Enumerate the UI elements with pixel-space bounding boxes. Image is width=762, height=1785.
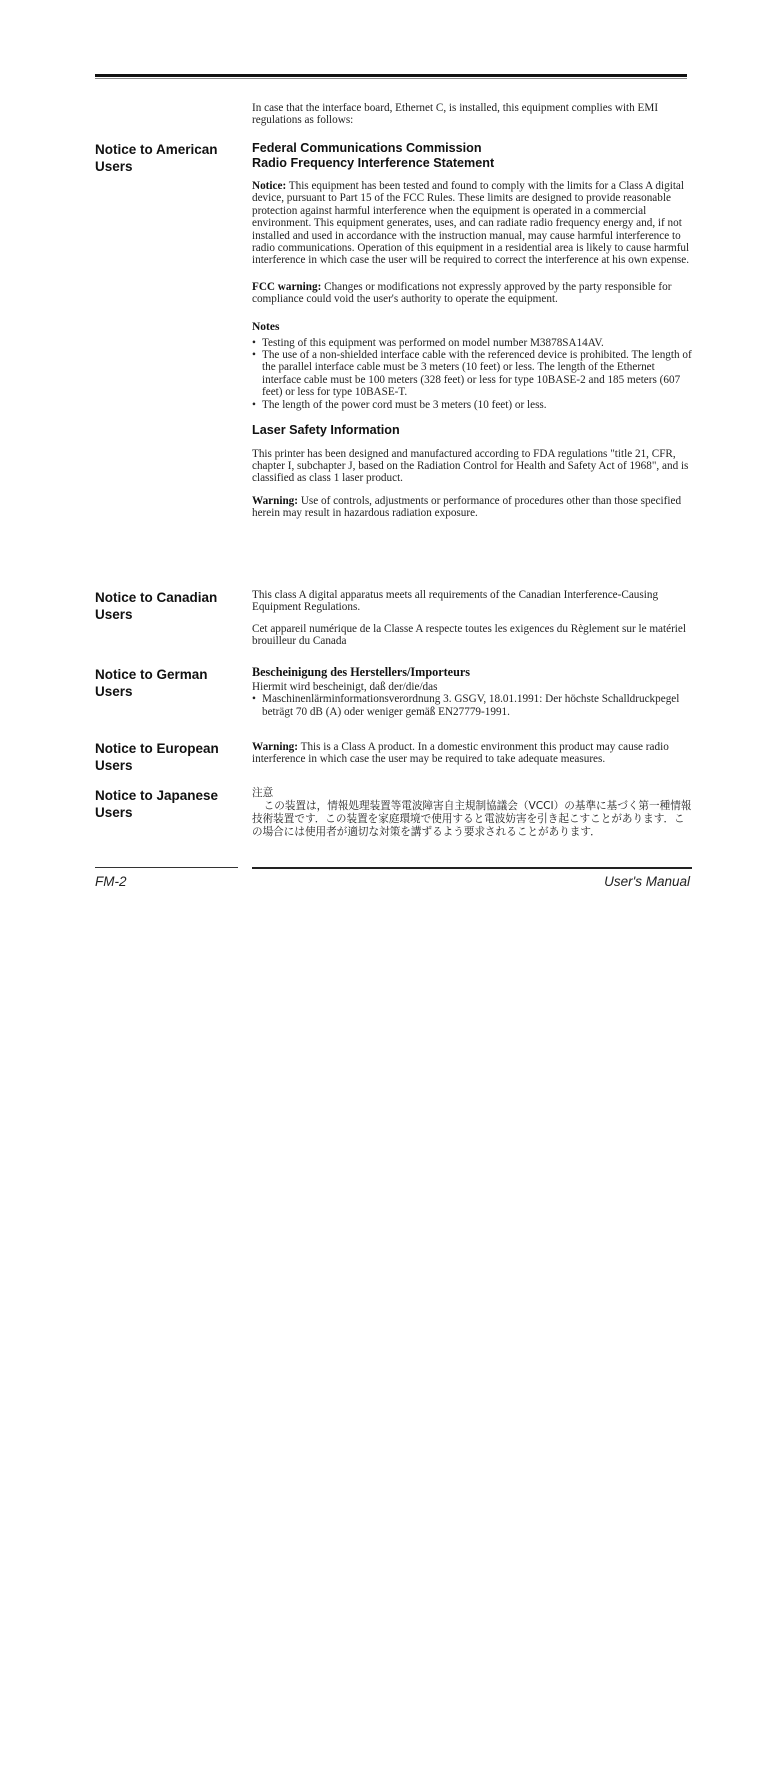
notice-german-label: Notice to German Users: [95, 667, 208, 699]
notice-canadian-label: Notice to Canadian Users: [95, 590, 218, 622]
footer-page-number: FM-2: [95, 874, 127, 889]
canadian-french-text: Cet appareil numérique de la Classe A respecte toutes les exigences du Règlement sur le matériel brouilleur du Canada: [252, 622, 686, 648]
european-section: [252, 741, 692, 766]
laser-warning-paragraph: [252, 495, 692, 520]
german-list: [252, 693, 692, 718]
top-rule: [95, 74, 687, 77]
german-bullet: • Maschinenlärminformationsverordnung 3. GSGV, 18.01.1991: Der höchste Schalldruckpegel beträgt 70 dB (A) oder weniger gemäß EN27779-1991.: [252, 693, 692, 718]
laser-heading: Laser Safety Information: [252, 423, 400, 438]
fcc-heading-line1: Federal Communications Commission: [252, 141, 482, 155]
japanese-text: この装置は，情報処理装置等電波障害自主規制協議会（VCCI）の基準に基づく第一種情報技術装置です．この装置を家庭環境で使用すると電波妨害を引き起こすことがあります．この場合には使用者が適切な対策を講ずるよう要求されることがあります．: [252, 800, 692, 838]
fcc-warning-lead: FCC warning:: [252, 280, 322, 293]
laser-warning-text: Use of controls, adjustments or performance of procedures other than those specified herein may result in hazardous radiation exposure.: [252, 494, 682, 520]
fcc-notice-lead: Notice:: [252, 180, 287, 192]
fcc-warning-text: Changes or modifications not expressly approved by the party responsible for compliance could void the user's authority to operate the equipment.: [252, 280, 672, 306]
notes-list: [252, 337, 692, 411]
german-line: Hiermit wird bescheinigt, daß der/die/das: [252, 681, 438, 693]
laser-warning-lead: Warning:: [252, 494, 299, 507]
german-heading: Bescheinigung des Herstellers/Importeurs: [252, 665, 471, 679]
note-item: • The use of a non-shielded interface cable with the referenced device is prohibited. The length of the parallel interface cable must be 3 meters (10 feet) or less. The length of the Ethernet interface cable must be 100 meters (328 feet) or less for type 10BASE-2 and 185 meters (607 feet) or less for type 10BASE-T.: [252, 349, 692, 399]
japanese-section: [252, 787, 692, 839]
intro-paragraph: In case that the interface board, Ethernet C, is installed, this equipment complies with EMI regulations as follows:: [252, 102, 659, 127]
bottom-rule-right: [252, 867, 692, 869]
top-rule-thin: [95, 78, 687, 79]
notice-american-label: Notice to American Users: [95, 142, 218, 174]
notes-heading: Notes: [252, 320, 280, 333]
european-warning-text: This is a Class A product. In a domestic environment this product may cause radio interference in which case the user may be required to take adequate measures.: [252, 741, 669, 766]
european-warning-paragraph: [252, 741, 692, 766]
footer-manual-title: User's Manual: [604, 874, 690, 889]
european-warning-lead: Warning:: [252, 741, 299, 753]
german-section: [252, 665, 692, 718]
notice-japanese-label: Notice to Japanese Users: [95, 788, 219, 820]
fcc-notice-paragraph: [252, 180, 692, 267]
fcc-warning-paragraph: [252, 281, 692, 306]
note-item: • Testing of this equipment was performed on model number M3878SA14AV.: [252, 337, 692, 349]
laser-paragraph: This printer has been designed and manufactured according to FDA regulations "title 21, CFR, chapter I, subchapter J, based on the Radiation Control for Health and Safety Act of 1968", and is classified as class 1 laser product.: [252, 447, 689, 485]
american-section: [252, 141, 692, 520]
japanese-heading: 注意: [252, 787, 274, 799]
fcc-notice-text: This equipment has been tested and found to comply with the limits for a Class A digital device, pursuant to Part 15 of the FCC Rules. These limits are designed to provide reasonable protection against harmful interference when the equipment is operated in a commercial environment. This equipment generates, uses, and can radiate radio frequency energy and, if not installed and used in accordance with the instruction manual, may cause harmful interference to radio communications. Operation of this equipment in a residential area is likely to cause harmful interference in which case the user will be required to correct the interference at his own expense.: [252, 180, 690, 267]
canadian-section: [252, 589, 692, 648]
fcc-heading-line2: Radio Frequency Interference Statement: [252, 155, 495, 170]
bottom-rule-left: [95, 867, 238, 868]
intro-text: [252, 102, 692, 127]
note-item: • The length of the power cord must be 3 meters (10 feet) or less.: [252, 399, 692, 411]
notice-european-label: Notice to European Users: [95, 741, 219, 773]
canadian-english-text: This class A digital apparatus meets all requirements of the Canadian Interference-Causing Equipment Regulations.: [252, 589, 659, 614]
